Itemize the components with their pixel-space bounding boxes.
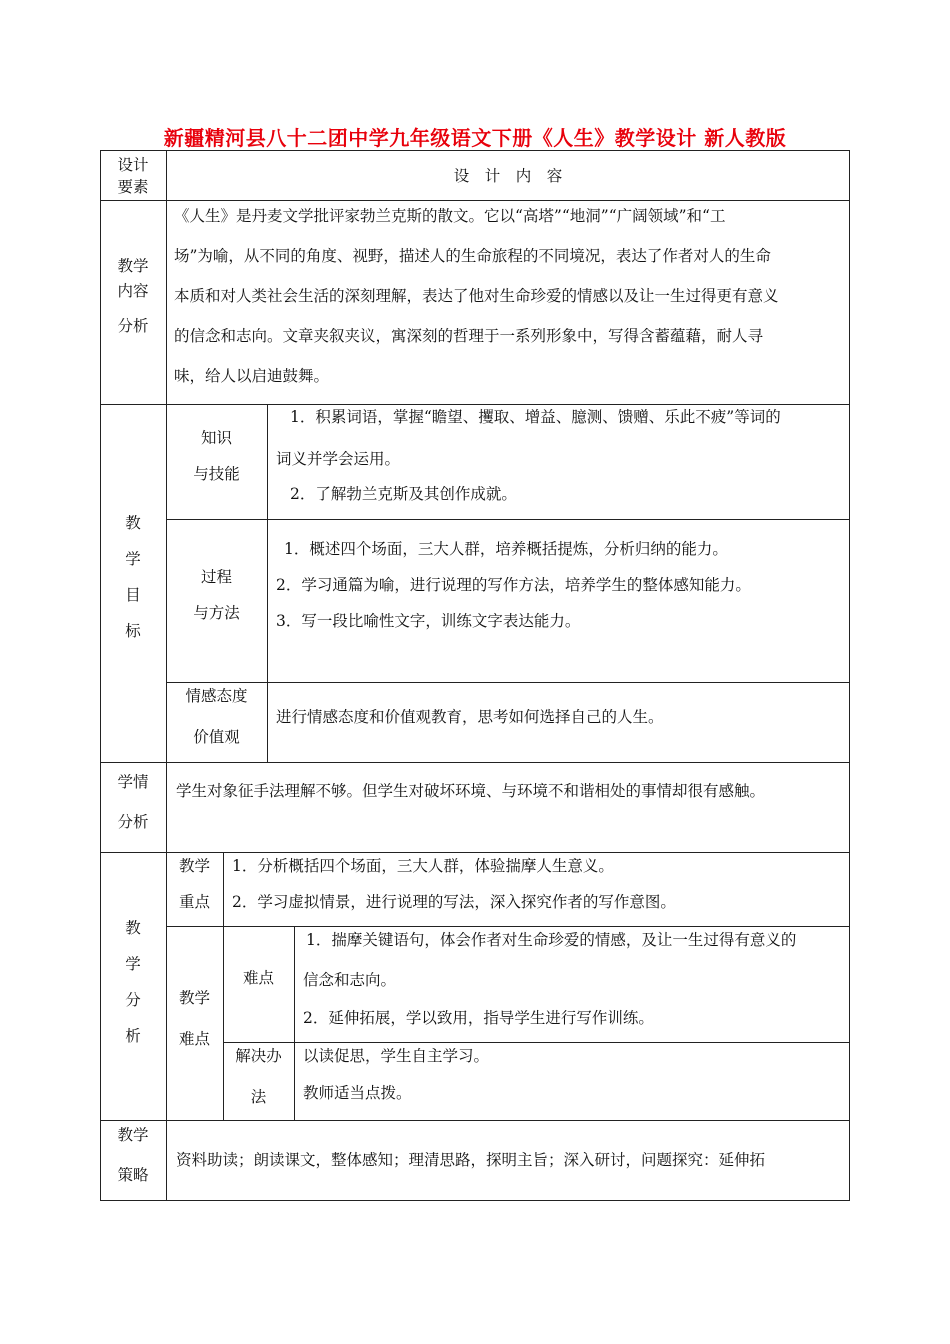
subsection-label: 难点 [178, 1030, 210, 1048]
section-label: 教学 [117, 257, 149, 275]
learner-text: 学生对象征手法理解不够。但学生对破坏环境、与环境不和谐相处的事情却很有感触。 [176, 782, 766, 800]
row-divider [166, 682, 850, 683]
section-label: 分 [125, 991, 141, 1009]
section-label: 教学 [117, 1126, 149, 1144]
difficulty-line: 信念和志向。 [303, 971, 397, 989]
process-line: 3．写一段比喻性文字，训练文字表达能力。 [276, 612, 581, 630]
content-analysis-text: 《人生》是丹麦文学批评家勃兰克斯的散文。它以“高塔”“地洞”“广阔领域”和“工 场”为喻，从不同的角度、视野，描述人的生命旅程的不同境况，表达了作者对人的生命 本质和对人类社会生活的深刻理解，表达了他对生命珍爱的情感以及让一生过得更有意义 的信念和志向。文章夹叙夹议，寓深刻的哲理于一系列形象中，写得含蓄蕴藉，耐人寻 味，给人以启迪鼓舞。 [174, 207, 779, 385]
key-point-line: 1．分析概括四个场面，三大人群，体验揣摩人生意义。 [232, 857, 614, 875]
emotion-text: 进行情感态度和价值观教育，思考如何选择自己的人生。 [276, 708, 664, 726]
section-label: 标 [125, 622, 141, 640]
solution-line: 教师适当点拨。 [303, 1084, 412, 1102]
row-divider [100, 1120, 850, 1121]
header-content-label: 设 计 内 容 [453, 167, 563, 185]
difficulty-sub-label: 难点 [242, 969, 274, 987]
strategy-text: 资料助读；朗读课文，整体感知；理清思路，探明主旨；深入研讨，问题探究：延伸拓 [176, 1151, 766, 1169]
table-border-right [849, 150, 850, 1200]
section-label: 策略 [117, 1166, 149, 1184]
row-divider [166, 519, 850, 520]
solution-line: 以读促思，学生自主学习。 [303, 1047, 490, 1065]
section-label: 分析 [117, 317, 149, 335]
section-label: 析 [125, 1027, 141, 1045]
difficulty-line: 2．延伸拓展，学以致用，指导学生进行写作训练。 [303, 1009, 654, 1027]
subsection-label: 知识 [200, 429, 232, 447]
section-label: 分析 [117, 813, 149, 831]
process-line: 2．学习通篇为喻，进行说理的写作方法，培养学生的整体感知能力。 [276, 576, 751, 594]
knowledge-line: 词义并学会运用。 [276, 450, 401, 468]
subsection-label: 情感态度 [185, 687, 248, 705]
column-divider [267, 404, 268, 762]
subsection-label: 过程 [200, 568, 232, 586]
section-label: 教 [125, 919, 141, 937]
solution-label: 法 [250, 1088, 267, 1106]
subsection-label: 与方法 [193, 604, 240, 622]
table-border-bottom [100, 1200, 850, 1201]
section-label: 内容 [117, 282, 149, 300]
section-label: 目 [125, 586, 141, 604]
process-line: 1．概述四个场面，三大人群，培养概括提炼，分析归纳的能力。 [284, 540, 728, 558]
column-divider [294, 926, 295, 1120]
header-label: 设计 [117, 156, 149, 174]
row-divider [100, 762, 850, 763]
document-title: 新疆精河县八十二团中学九年级语文下册《人生》教学设计 新人教版 [163, 126, 787, 150]
knowledge-line: 2．了解勃兰克斯及其创作成就。 [290, 485, 517, 503]
subsection-label: 重点 [178, 893, 210, 911]
subsection-label: 教学 [178, 857, 210, 875]
table-border-top [100, 150, 850, 151]
section-label: 学情 [117, 773, 149, 791]
row-divider [100, 852, 850, 853]
knowledge-line: 1．积累词语，掌握“瞻望、攫取、增益、臆测、馈赠、乐此不疲”等词的 [290, 408, 781, 426]
section-label: 学 [125, 550, 141, 568]
key-point-line: 2．学习虚拟情景，进行说理的写法，深入探究作者的写作意图。 [232, 893, 676, 911]
row-divider [223, 1042, 850, 1043]
row-divider [100, 404, 850, 405]
section-label: 教 [125, 514, 141, 532]
header-label: 要素 [117, 178, 149, 196]
row-divider [166, 926, 850, 927]
subsection-label: 价值观 [193, 728, 240, 746]
section-label: 学 [125, 955, 141, 973]
solution-label: 解决办 [235, 1047, 282, 1065]
subsection-label: 与技能 [193, 465, 240, 483]
difficulty-line: 1．揣摩关键语句，体会作者对生命珍爱的情感，及让一生过得有意义的 [306, 931, 797, 949]
subsection-label: 教学 [178, 989, 210, 1007]
